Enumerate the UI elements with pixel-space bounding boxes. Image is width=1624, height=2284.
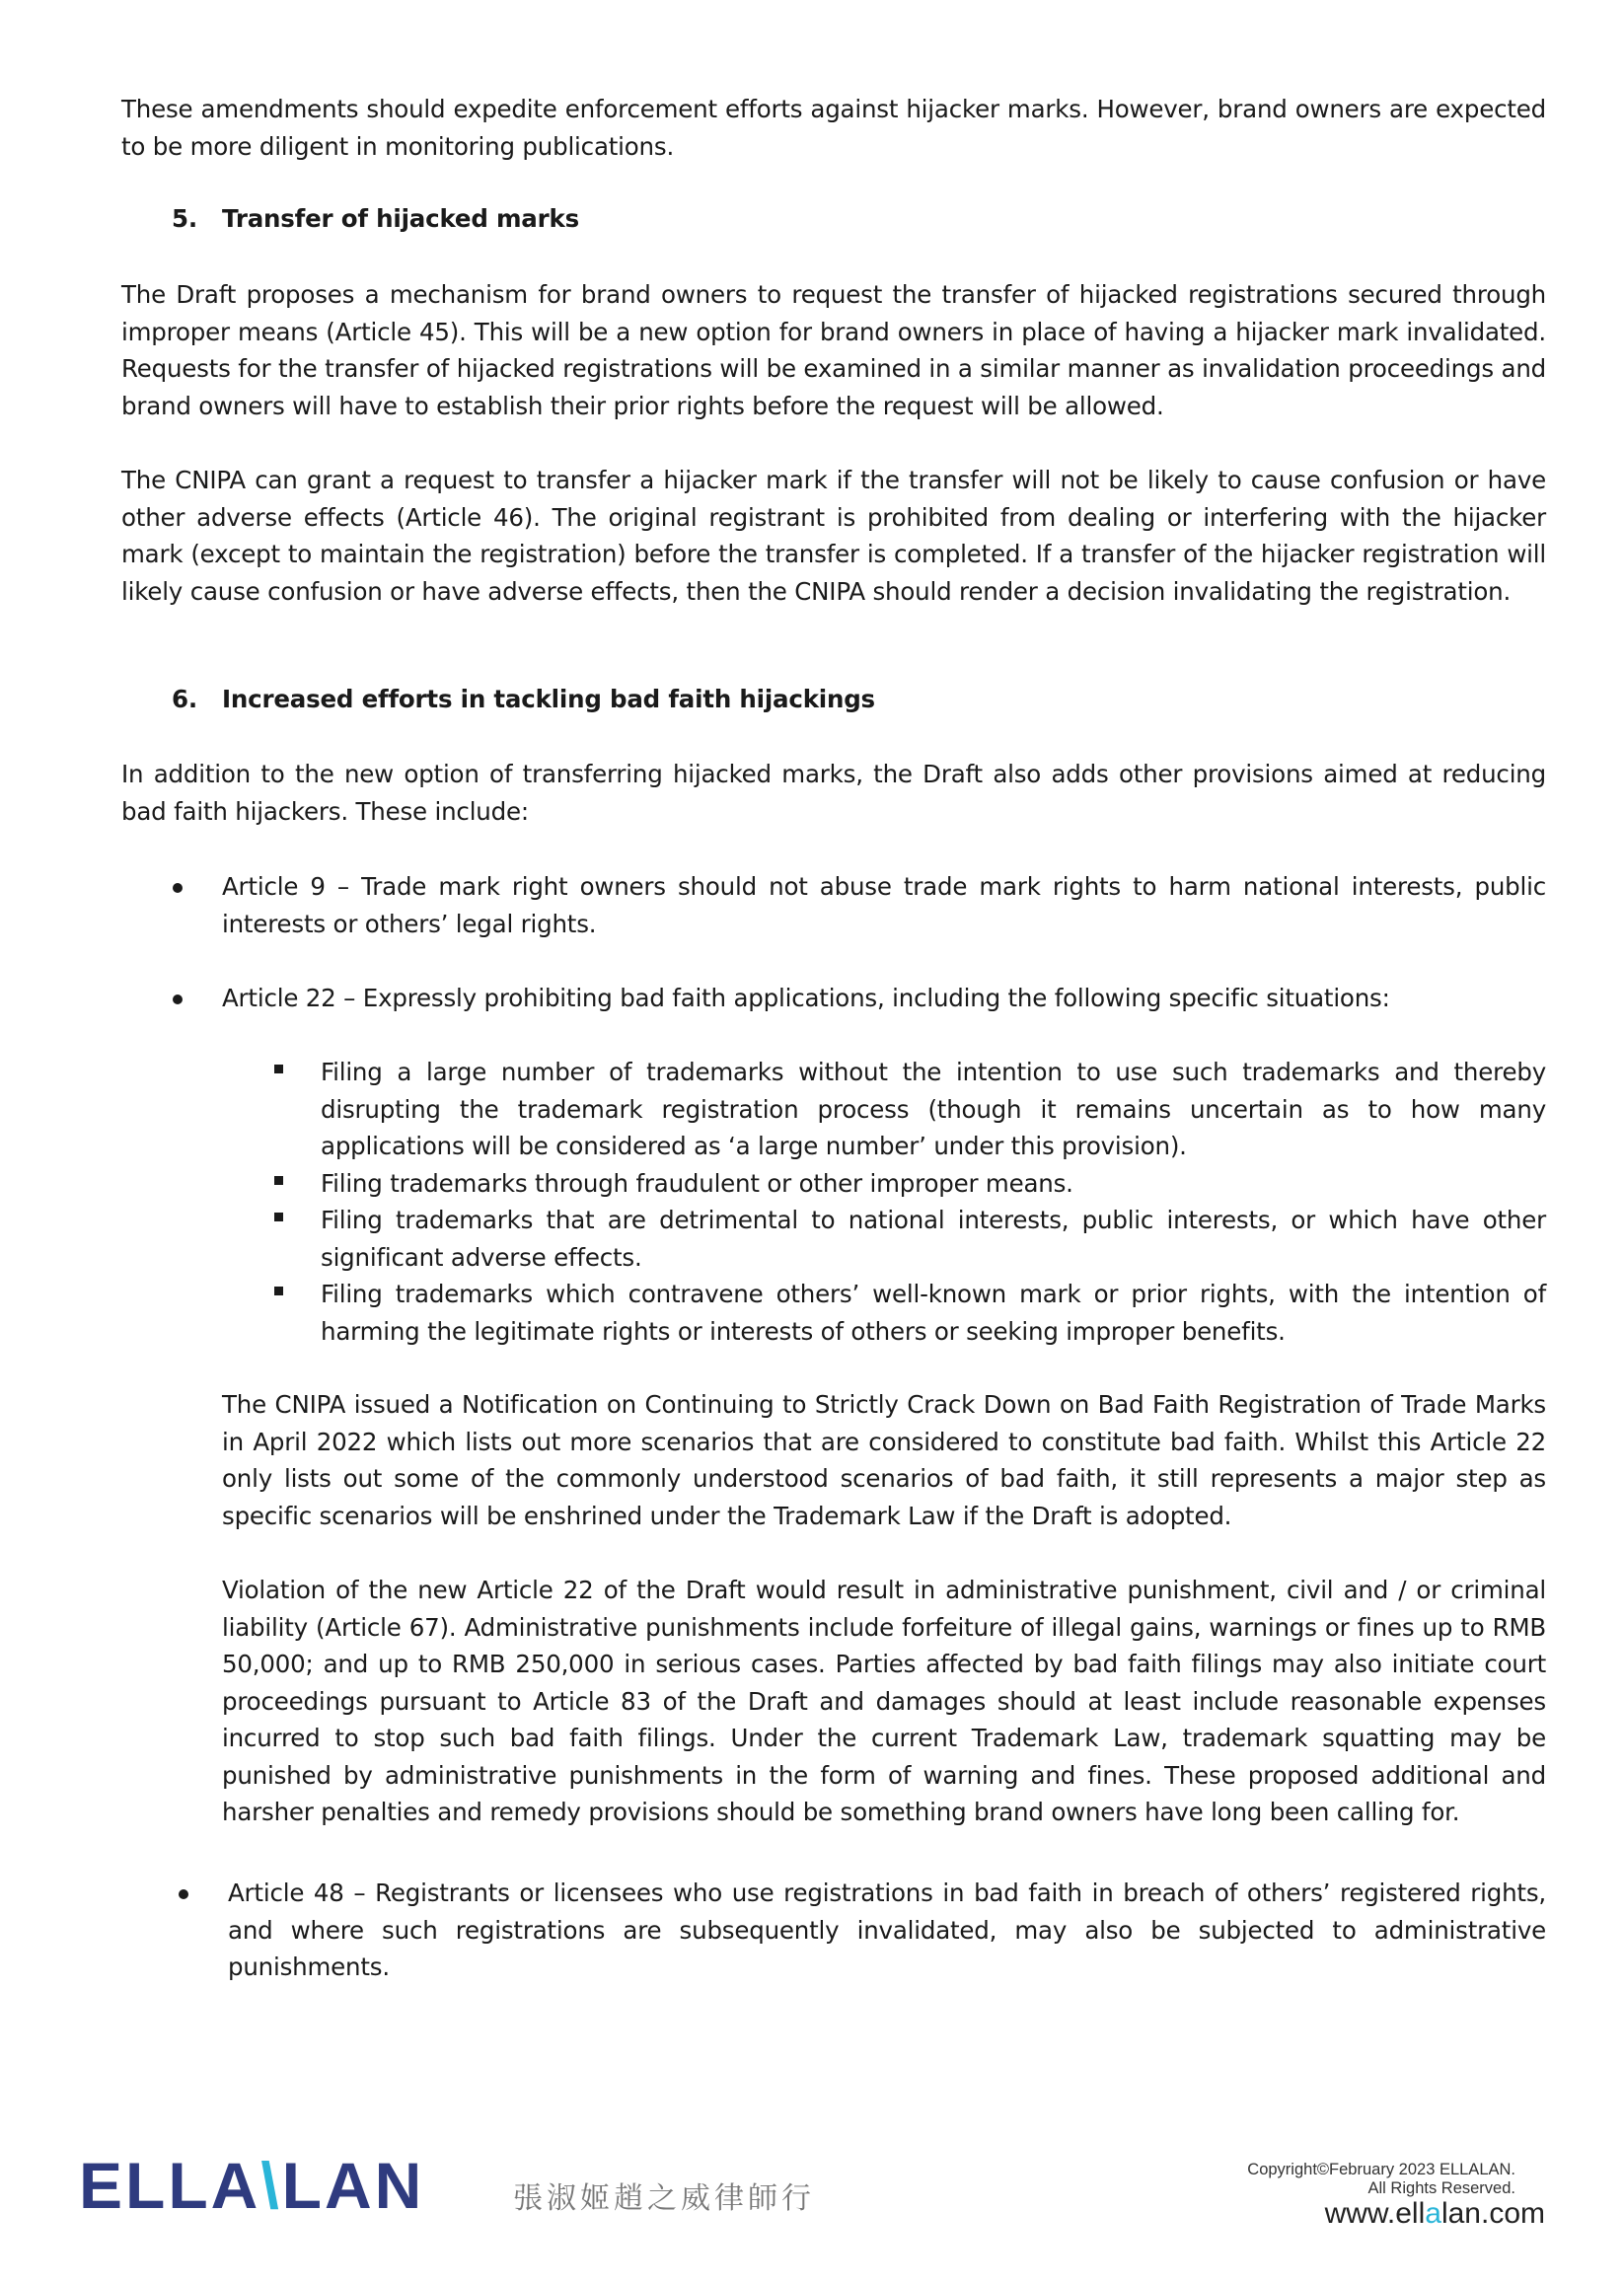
article-22-paragraph-1: The CNIPA issued a Notification on Continuing to Strictly Crack Down on Bad Faith Registration of Trade Marks in April 2022 which lists out more scenarios that are considered to constitute bad faith. Whilst this Article 22 only lists out some of the commonly understood scenarios of bad faith, it still represents a major step as specific scenarios will be enshrined under the Trademark Law if the Draft is adopted.: [222, 1390, 1546, 1530]
chinese-firm-name: 張淑姬趙之威律師行: [513, 2181, 815, 2216]
intro-paragraph: These amendments should expedite enforcement efforts against hijacker marks. However, brand owners are expected to be more diligent in monitoring publications.: [121, 95, 1546, 161]
sub-bullet-3: Filing trademarks that are detrimental to national interests, public interests, or which have other significant adverse effects.: [321, 1206, 1546, 1272]
copyright-notice: [1247, 2161, 1515, 2198]
bullet-article-48: Article 48 – Registrants or licensees who use registrations in bad faith in breach of others’ registered rights, and where such registrations are subsequently invalidated, may also be subjected to administrative punishments.: [228, 1879, 1546, 1981]
section-6-heading: [172, 681, 875, 718]
bullet-article-22: Article 22 – Expressly prohibiting bad faith applications, including the following specific situations:: [222, 984, 1390, 1012]
square-bullet: [274, 1213, 283, 1221]
bullet-dot: [173, 995, 183, 1004]
ellalan-logo: [79, 2151, 424, 2220]
sub-bullet-1: Filing a large number of trademarks without the intention to use such trademarks and thereby disrupting the trademark registration process (though it remains uncertain as to how many applications will be considered as ‘a large number’ under this provision).: [321, 1058, 1546, 1160]
section-5-paragraph-2: The CNIPA can grant a request to transfer a hijacker mark if the transfer will not be likely to cause confusion or have other adverse effects (Article 46). The original registrant is prohibited from dealing or interfering with the hijacker mark (except to maintain the registration) before the transfer is completed. If a transfer of the hijacker registration will likely cause confusion or have adverse effects, then the CNIPA should render a decision invalidating the registration.: [121, 466, 1546, 606]
logo-slash: \: [260, 2149, 282, 2222]
logo-part-2: LAN: [281, 2149, 425, 2222]
section-5-paragraph-1: The Draft proposes a mechanism for brand owners to request the transfer of hijacked registrations secured through improper means (Article 45). This will be a new option for brand owners in place of having a hijacker mark invalidated. Requests for the transfer of hijacked registrations will be examined in a similar manner as invalidation proceedings and brand owners will have to establish their prior rights before the request will be allowed.: [121, 280, 1546, 420]
section-5-heading: [172, 200, 579, 238]
bullet-dot: [179, 1889, 188, 1899]
copyright-line-2: All Rights Reserved.: [1367, 2179, 1515, 2197]
section-6-number: 6.: [172, 685, 197, 713]
sub-bullet-4: Filing trademarks which contravene others’ well-known mark or prior rights, with the intention of harming the legitimate rights or interests of others or seeking improper benefits.: [321, 1280, 1546, 1346]
section-6-paragraph-1: In addition to the new option of transferring hijacked marks, the Draft also adds other provisions aimed at reducing bad faith hijackers. These include:: [121, 760, 1546, 826]
section-5-number: 5.: [172, 204, 197, 233]
square-bullet: [274, 1287, 283, 1295]
bullet-article-9: Article 9 – Trade mark right owners should not abuse trade mark rights to harm national interests, public interests or others’ legal rights.: [222, 872, 1546, 938]
square-bullet: [274, 1065, 283, 1073]
logo-part-1: ELLA: [79, 2149, 261, 2222]
website-part-2: lan.com: [1440, 2197, 1545, 2230]
sub-bullet-2: Filing trademarks through fraudulent or other improper means.: [321, 1169, 1073, 1198]
section-6-title: Increased efforts in tackling bad faith hijackings: [222, 685, 875, 713]
square-bullet: [274, 1176, 283, 1185]
article-22-paragraph-2: Violation of the new Article 22 of the Draft would result in administrative punishment, civil and / or criminal liability (Article 67). Administrative punishments include forfeiture of illegal gains, warnings or fines up to RMB 50,000; and up to RMB 250,000 in serious cases. Parties affected by bad faith filings may also initiate court proceedings pursuant to Article 83 of the Draft and damages should at least include reasonable expenses incurred to stop such bad faith filings. Under the current Trademark Law, trademark squatting may be punished by administrative punishments in the form of warning and fines. These proposed additional and harsher penalties and remedy provisions should be something brand owners have long been calling for.: [222, 1576, 1546, 1826]
copyright-line-1: Copyright©February 2023 ELLALAN.: [1247, 2161, 1515, 2178]
website-accent: a: [1425, 2197, 1441, 2230]
website-part-1: www.ell: [1324, 2197, 1426, 2230]
section-5-title: Transfer of hijacked marks: [222, 204, 580, 233]
website-link[interactable]: [1325, 2197, 1545, 2231]
bullet-dot: [173, 883, 183, 893]
